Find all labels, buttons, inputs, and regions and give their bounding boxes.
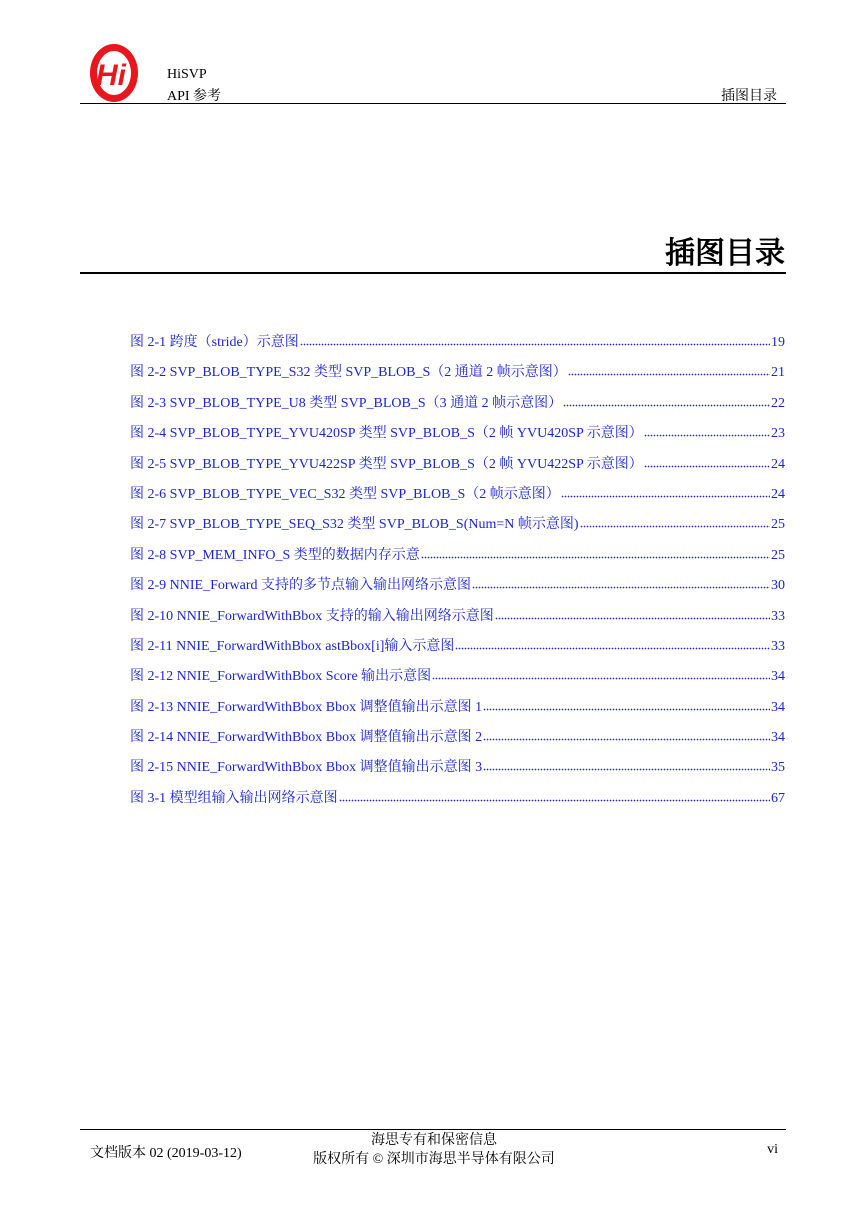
toc-entry[interactable] xyxy=(130,363,785,393)
toc-entry-page: 24 xyxy=(771,456,785,472)
toc-entry[interactable] xyxy=(130,607,785,637)
toc-entry[interactable] xyxy=(130,485,785,515)
toc-entry-page: 34 xyxy=(771,699,785,715)
header-product: HiSVP xyxy=(167,67,207,82)
toc-dot-leader xyxy=(483,738,770,741)
toc-entry[interactable] xyxy=(130,698,785,728)
toc-dot-leader xyxy=(421,556,770,559)
toc-entry-label: 图 2-7 SVP_BLOB_TYPE_SEQ_S32 类型 SVP_BLOB_S(Num=N 帧示意图) xyxy=(130,517,579,533)
toc-dot-leader xyxy=(580,525,770,528)
toc-entry-label: 图 2-6 SVP_BLOB_TYPE_VEC_S32 类型 SVP_BLOB_S（2 帧示意图） xyxy=(130,486,560,502)
toc-entry-label: 图 2-8 SVP_MEM_INFO_S 类型的数据内存示意 xyxy=(130,547,420,563)
toc-entry-page: 34 xyxy=(771,669,785,685)
toc-entry-label: 图 2-1 跨度（stride）示意图 xyxy=(130,335,299,350)
toc-dot-leader xyxy=(644,434,770,437)
footer-copyright: 版权所有 © 深圳市海思半导体有限公司 xyxy=(313,1152,555,1167)
toc-entry-page: 34 xyxy=(771,730,785,746)
logo-text: Hi xyxy=(96,59,126,92)
toc-dot-leader xyxy=(472,586,770,589)
toc-entry-label: 图 2-12 NNIE_ForwardWithBbox Score 输出示意图 xyxy=(130,669,432,685)
toc-entry[interactable] xyxy=(130,667,785,697)
toc-entry-label: 图 2-2 SVP_BLOB_TYPE_S32 类型 SVP_BLOB_S（2 通道 2 帧示意图） xyxy=(130,365,567,381)
header-rule xyxy=(80,103,786,104)
toc-entry[interactable] xyxy=(130,758,785,788)
figure-list xyxy=(130,333,785,819)
toc-dot-leader xyxy=(432,677,770,680)
toc-entry-label: 图 2-14 NNIE_ForwardWithBbox Bbox 调整值输出示意图 2 xyxy=(130,730,483,746)
toc-entry-page: 33 xyxy=(771,638,785,654)
header-document: API 参考 xyxy=(167,89,222,104)
toc-entry[interactable] xyxy=(130,394,785,424)
toc-dot-leader xyxy=(644,465,770,468)
toc-dot-leader xyxy=(300,343,770,346)
toc-entry[interactable] xyxy=(130,515,785,545)
title-rule xyxy=(80,272,786,274)
footer-rule xyxy=(80,1129,786,1130)
toc-dot-leader xyxy=(483,708,770,711)
toc-dot-leader xyxy=(339,799,770,802)
toc-entry[interactable] xyxy=(130,728,785,758)
toc-dot-leader xyxy=(483,768,770,771)
toc-entry[interactable] xyxy=(130,333,785,363)
toc-entry-page: 24 xyxy=(771,486,785,502)
toc-entry-label: 图 2-5 SVP_BLOB_TYPE_YVU422SP 类型 SVP_BLOB_S（2 帧 YVU422SP 示意图） xyxy=(130,456,643,472)
toc-entry[interactable] xyxy=(130,424,785,454)
hisilicon-logo xyxy=(88,42,140,104)
toc-dot-leader xyxy=(563,404,770,407)
toc-entry[interactable] xyxy=(130,789,785,819)
toc-entry-page: 21 xyxy=(771,365,785,381)
toc-entry-label: 图 2-13 NNIE_ForwardWithBbox Bbox 调整值输出示意图 1 xyxy=(130,699,483,715)
toc-entry[interactable] xyxy=(130,576,785,606)
footer-page-number: vi xyxy=(767,1142,778,1157)
toc-dot-leader xyxy=(561,495,770,498)
footer-confidential: 海思专有和保密信息 xyxy=(371,1133,497,1148)
toc-entry[interactable] xyxy=(130,546,785,576)
toc-entry-page: 23 xyxy=(771,426,785,442)
toc-entry-page: 22 xyxy=(771,395,785,411)
toc-entry-label: 图 2-9 NNIE_Forward 支持的多节点输入输出网络示意图 xyxy=(130,578,472,594)
page-title: 插图目录 xyxy=(665,236,785,271)
toc-dot-leader xyxy=(495,617,770,620)
toc-dot-leader xyxy=(455,647,770,650)
toc-dot-leader xyxy=(568,373,770,376)
toc-entry-label: 图 2-3 SVP_BLOB_TYPE_U8 类型 SVP_BLOB_S（3 通道 2 帧示意图） xyxy=(130,395,563,411)
toc-entry-label: 图 2-15 NNIE_ForwardWithBbox Bbox 调整值输出示意图 3 xyxy=(130,760,483,776)
footer-center xyxy=(0,1131,868,1169)
toc-entry-label: 图 2-10 NNIE_ForwardWithBbox 支持的输入输出网络示意图 xyxy=(130,608,494,624)
toc-entry-page: 67 xyxy=(771,790,785,806)
header-section: 插图目录 xyxy=(721,89,777,104)
footer-version: 文档版本 02 (2019-03-12) xyxy=(90,1146,242,1161)
toc-entry-page: 25 xyxy=(771,517,785,533)
toc-entry-page: 35 xyxy=(771,760,785,776)
toc-entry[interactable] xyxy=(130,637,785,667)
toc-entry[interactable] xyxy=(130,455,785,485)
toc-entry-page: 25 xyxy=(771,547,785,563)
toc-entry-page: 30 xyxy=(771,578,785,594)
toc-entry-label: 图 2-4 SVP_BLOB_TYPE_YVU420SP 类型 SVP_BLOB_S（2 帧 YVU420SP 示意图） xyxy=(130,426,643,442)
toc-entry-label: 图 2-11 NNIE_ForwardWithBbox astBbox[i]输入示意图 xyxy=(130,638,455,654)
toc-entry-page: 19 xyxy=(771,335,785,350)
toc-entry-page: 33 xyxy=(771,608,785,624)
toc-entry-label: 图 3-1 模型组输入输出网络示意图 xyxy=(130,790,338,806)
